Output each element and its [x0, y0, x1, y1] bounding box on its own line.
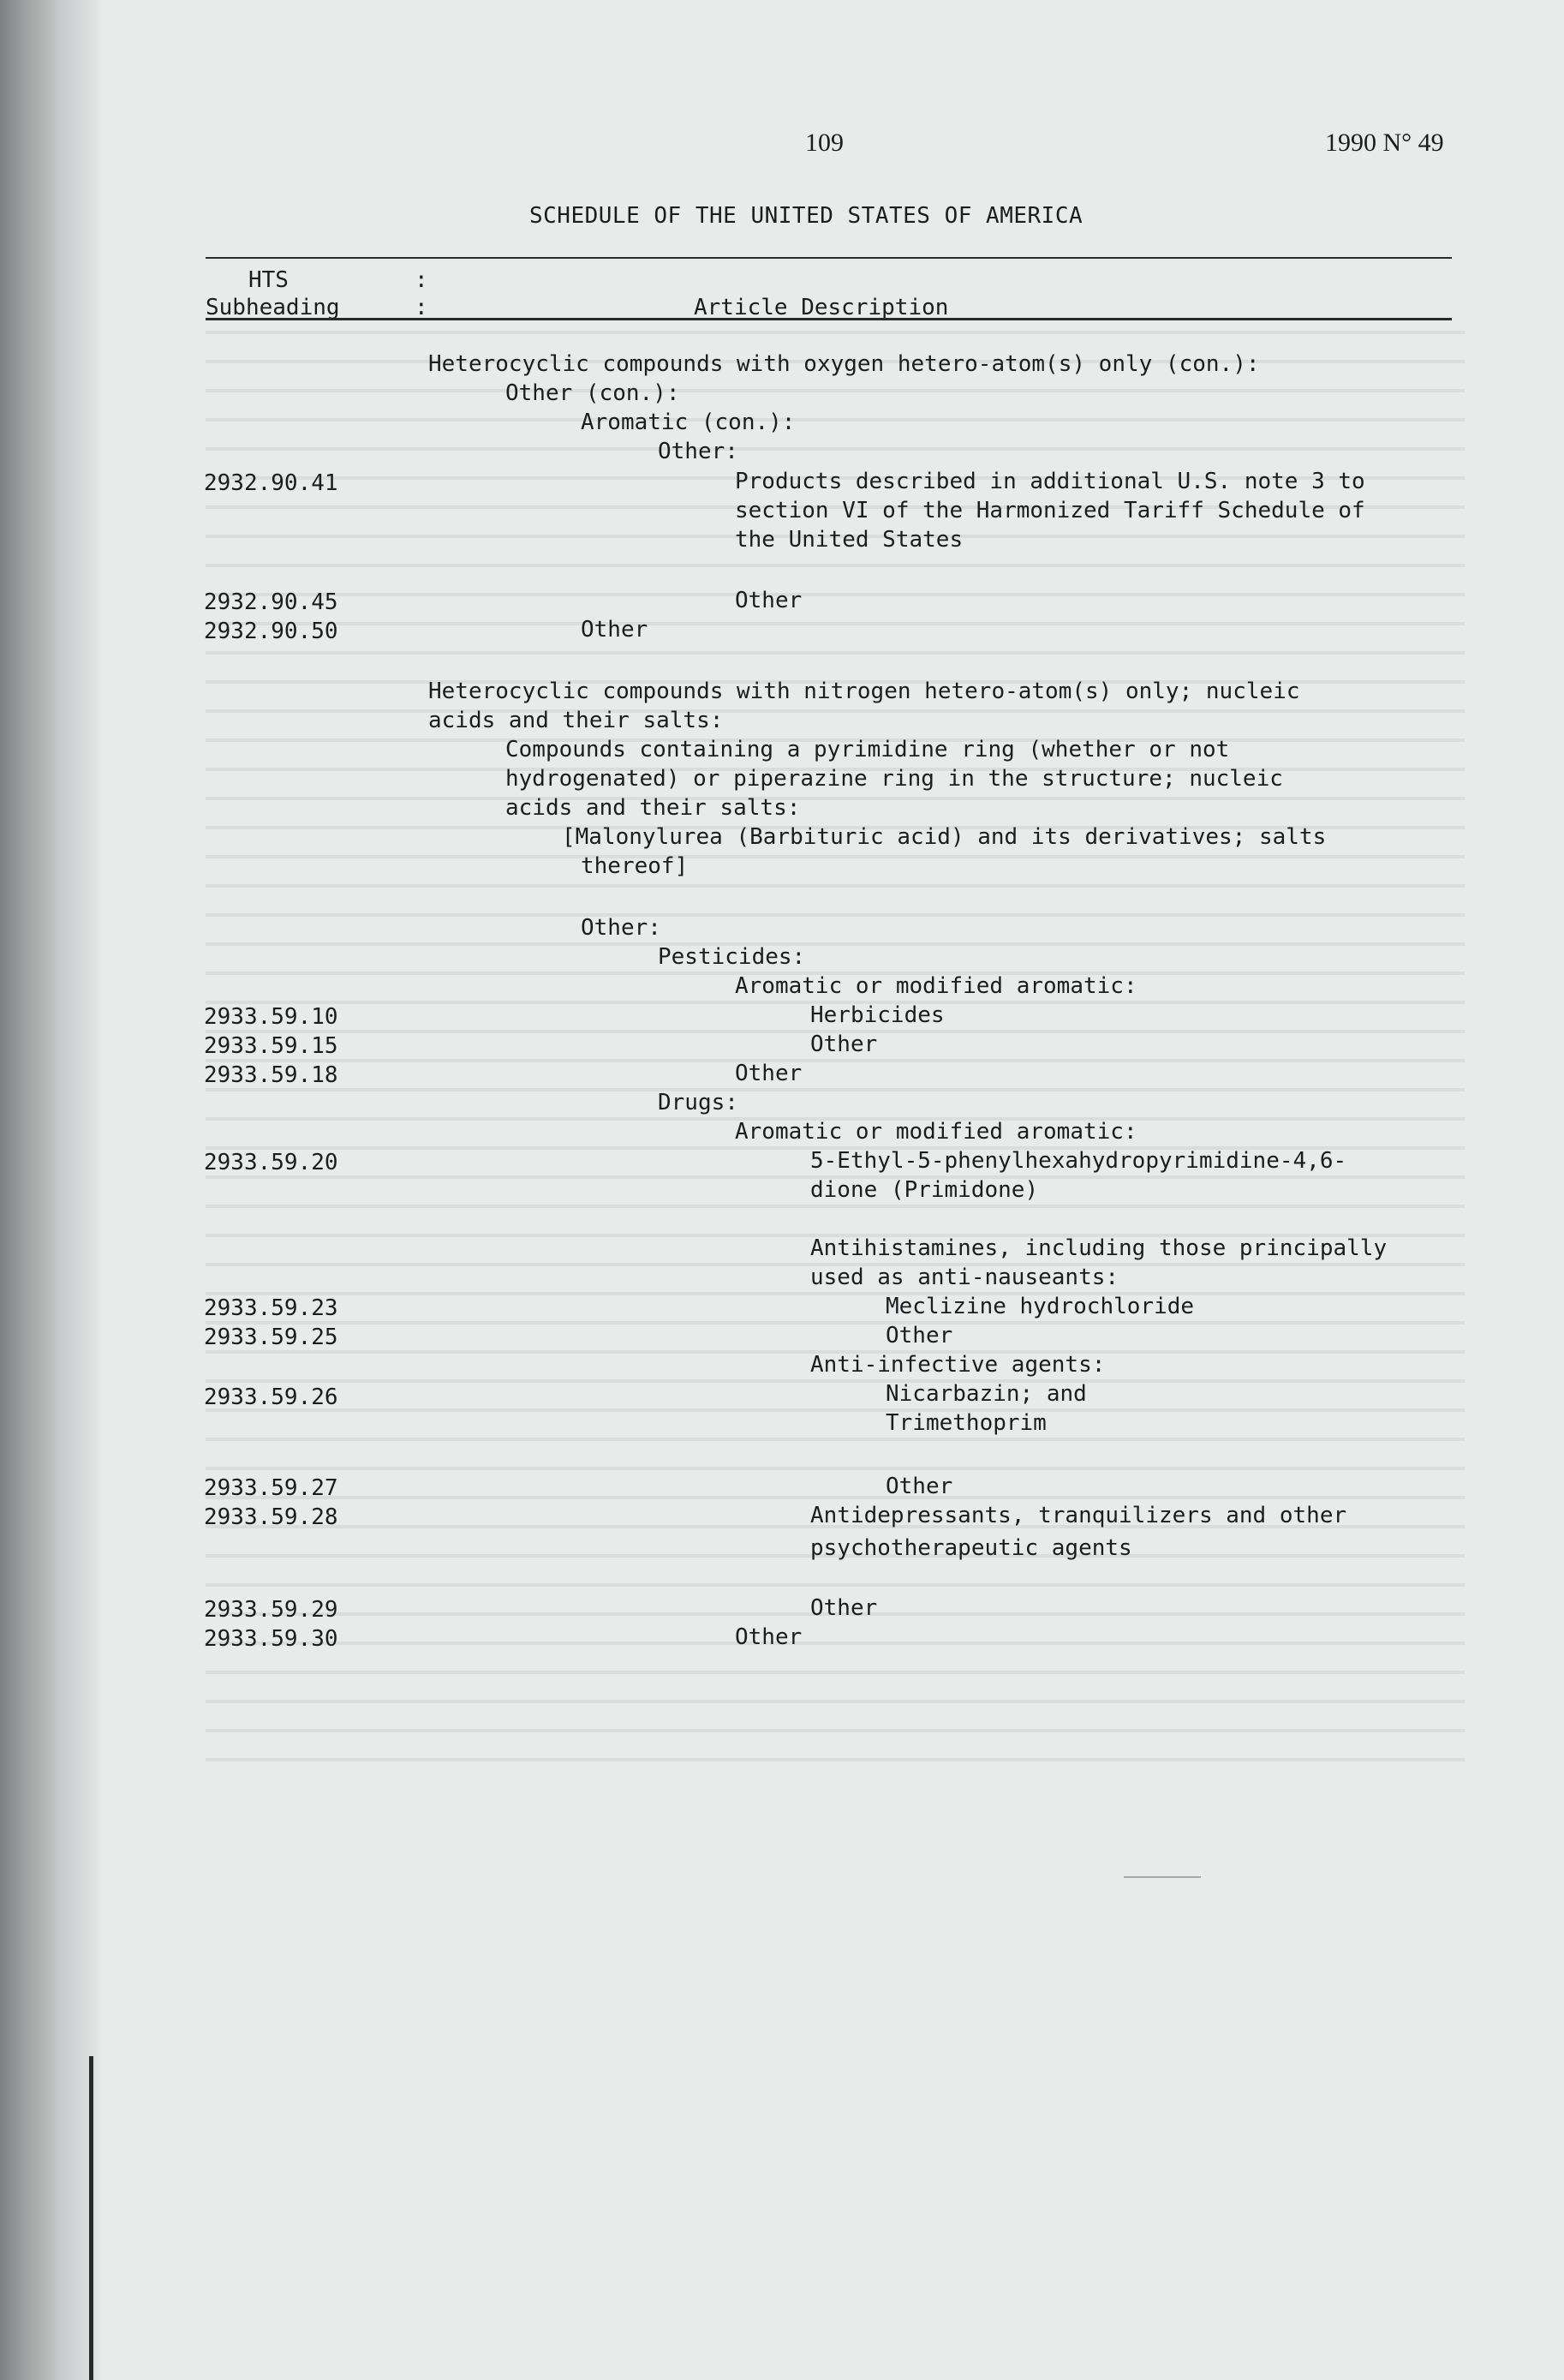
page-title: SCHEDULE OF THE UNITED STATES OF AMERICA	[529, 203, 1083, 229]
header-rule	[206, 318, 1452, 320]
description-line: Compounds containing a pyrimidine ring (whether or not	[505, 737, 1230, 762]
description-line: acids and their salts:	[428, 708, 724, 733]
description-line: Aromatic or modified aromatic:	[735, 1119, 1137, 1145]
hts-code: 2933.59.28	[204, 1504, 338, 1530]
hts-code: 2933.59.18	[204, 1062, 338, 1088]
description-line: Antihistamines, including those principally	[810, 1235, 1388, 1261]
description-line: [Malonylurea (Barbituric acid) and its derivatives; salts	[562, 824, 1327, 850]
description-line: Other:	[658, 439, 738, 464]
description-line: Other	[886, 1474, 953, 1499]
description-line: Other	[735, 588, 803, 613]
hts-code: 2932.90.50	[204, 619, 338, 644]
hts-code: 2933.59.26	[204, 1384, 338, 1410]
description-line: Aromatic or modified aromatic:	[735, 973, 1137, 999]
column-header-subheading: Subheading	[206, 295, 340, 320]
hts-code: 2932.90.45	[204, 589, 338, 615]
column-header-hts: HTS	[248, 267, 289, 293]
description-line: Heterocyclic compounds with oxygen hetero-atom(s) only (con.):	[428, 351, 1260, 377]
description-line: Antidepressants, tranquilizers and other	[810, 1503, 1347, 1528]
stray-mark	[1124, 1876, 1201, 1878]
top-rule	[206, 257, 1452, 259]
description-line: acids and their salts:	[505, 795, 801, 821]
description-line: Anti-infective agents:	[810, 1352, 1106, 1378]
column-separator: :	[415, 295, 428, 320]
description-line: Drugs:	[658, 1090, 738, 1115]
description-line: Heterocyclic compounds with nitrogen hetero-atom(s) only; nucleic	[428, 679, 1300, 704]
description-line: the United States	[735, 527, 964, 553]
hts-code: 2933.59.30	[204, 1626, 338, 1652]
description-line: section VI of the Harmonized Tariff Schedule of	[735, 498, 1365, 523]
hts-code: 2933.59.29	[204, 1597, 338, 1623]
description-line: used as anti-nauseants:	[810, 1265, 1119, 1290]
hts-code: 2933.59.27	[204, 1475, 338, 1501]
issue-number: 1990 N° 49	[1325, 129, 1444, 157]
description-line: Other (con.):	[505, 380, 680, 406]
description-line: Other:	[581, 915, 661, 941]
description-line: thereof]	[581, 853, 689, 879]
description-line: Meclizine hydrochloride	[886, 1294, 1195, 1319]
description-line: Nicarbazin; and	[886, 1381, 1087, 1407]
hts-code: 2933.59.10	[204, 1004, 338, 1030]
description-line: Pesticides:	[658, 944, 806, 970]
hts-code: 2933.59.25	[204, 1325, 338, 1350]
description-line: hydrogenated) or piperazine ring in the structure; nucleic	[505, 766, 1283, 792]
description-line: 5-Ethyl-5-phenylhexahydropyrimidine-4,6-	[810, 1148, 1347, 1174]
hts-code: 2932.90.41	[204, 470, 338, 496]
description-line: Other	[735, 1624, 803, 1650]
description-line: dione (Primidone)	[810, 1177, 1039, 1203]
hts-code: 2933.59.20	[204, 1150, 338, 1175]
description-line: Aromatic (con.):	[581, 410, 796, 435]
description-line: Trimethoprim	[886, 1410, 1047, 1436]
description-line: Other	[735, 1061, 803, 1086]
description-line: Products described in additional U.S. note 3 to	[735, 469, 1365, 494]
description-line: Herbicides	[810, 1002, 945, 1028]
hts-code: 2933.59.15	[204, 1033, 338, 1059]
description-line: Other	[886, 1323, 953, 1348]
description-line: Other	[810, 1595, 878, 1621]
description-line: Other	[810, 1032, 878, 1057]
description-line: Other	[581, 617, 648, 643]
description-line: psychotherapeutic agents	[810, 1535, 1132, 1561]
page-number: 109	[805, 129, 844, 157]
column-separator: :	[415, 267, 428, 293]
column-header-description: Article Description	[694, 295, 949, 320]
hts-code: 2933.59.23	[204, 1295, 338, 1321]
